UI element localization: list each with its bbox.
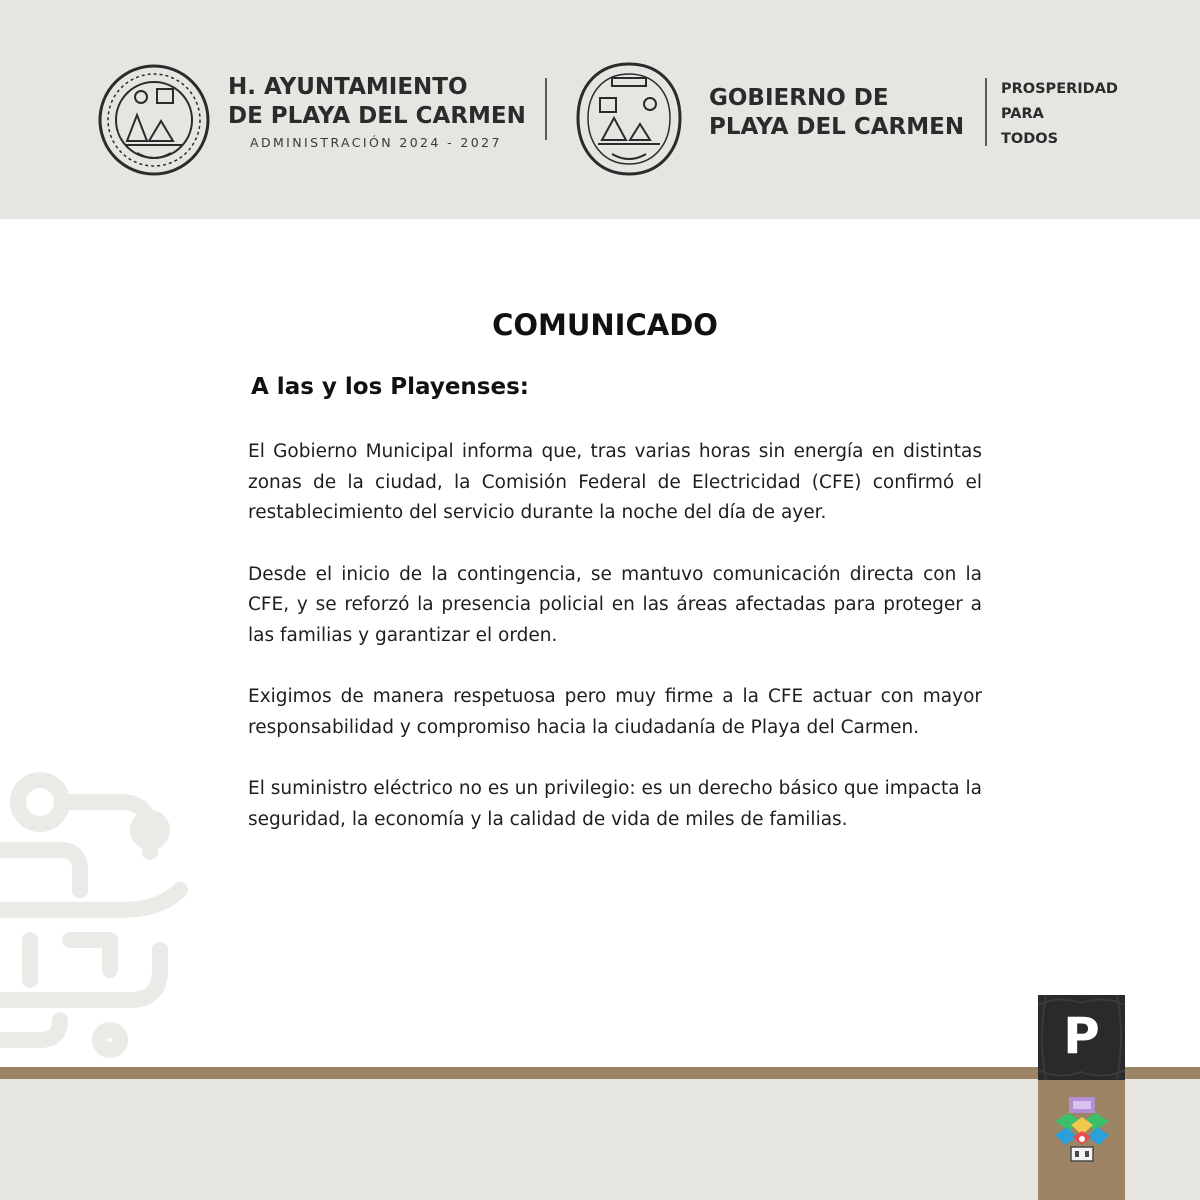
header-divider — [985, 78, 987, 146]
paragraph: Exigimos de manera respetuosa pero muy firme a la CFE actuar con mayor responsabilidad y compromiso hacia la ciudadanía de Playa del Carmen. — [248, 686, 982, 738]
government-name-block — [709, 84, 964, 142]
administration-period: ADMINISTRACIÓN 2024 - 2027 — [250, 135, 502, 150]
slogan-line3: TODOS — [1001, 131, 1059, 147]
document-title: COMUNICADO — [492, 308, 718, 342]
document-body — [248, 437, 982, 866]
footer-accent-line — [0, 1067, 1200, 1079]
government-seal-icon — [568, 58, 690, 180]
government-name-line2: PLAYA DEL CARMEN — [709, 114, 965, 140]
badge-letter: P — [1063, 1007, 1100, 1065]
paragraph: El suministro eléctrico no es un privilegio: es un derecho básico que impacta la seguridad, la economía y la calidad de vida de miles de familias. — [248, 778, 982, 830]
slogan-block — [1001, 77, 1118, 152]
badge-top — [1038, 995, 1125, 1080]
government-name-line1: GOBIERNO DE — [709, 85, 889, 111]
header-divider — [545, 78, 547, 140]
greeting: A las y los Playenses: — [251, 374, 529, 400]
paragraph: El Gobierno Municipal informa que, tras varias horas sin energía en distintas zonas de la ciudad, la Comisión Federal de Electricidad (CFE) confirmó el restablecimiento del servicio durante la noche del día de ayer. — [248, 441, 982, 523]
footer-band — [0, 1079, 1200, 1200]
slogan-line1: PROSPERIDAD — [1001, 81, 1118, 97]
brand-badge — [1038, 995, 1125, 1200]
slogan-line2: PARA — [1001, 106, 1044, 122]
circuit-pattern-icon — [0, 740, 205, 1070]
paragraph: Desde el inicio de la contingencia, se mantuvo comunicación directa con la CFE, y se reforzó la presencia policial en las áreas afectadas para proteger a las familias y garantizar el orden. — [248, 563, 982, 646]
colorful-mask-icon — [1051, 1095, 1113, 1165]
municipal-seal-icon — [97, 63, 211, 177]
municipality-name-line2: DE PLAYA DEL CARMEN — [228, 103, 526, 129]
municipality-name-line1: H. AYUNTAMIENTO — [228, 74, 468, 100]
header-band — [0, 0, 1200, 219]
municipality-name-block — [228, 73, 526, 150]
